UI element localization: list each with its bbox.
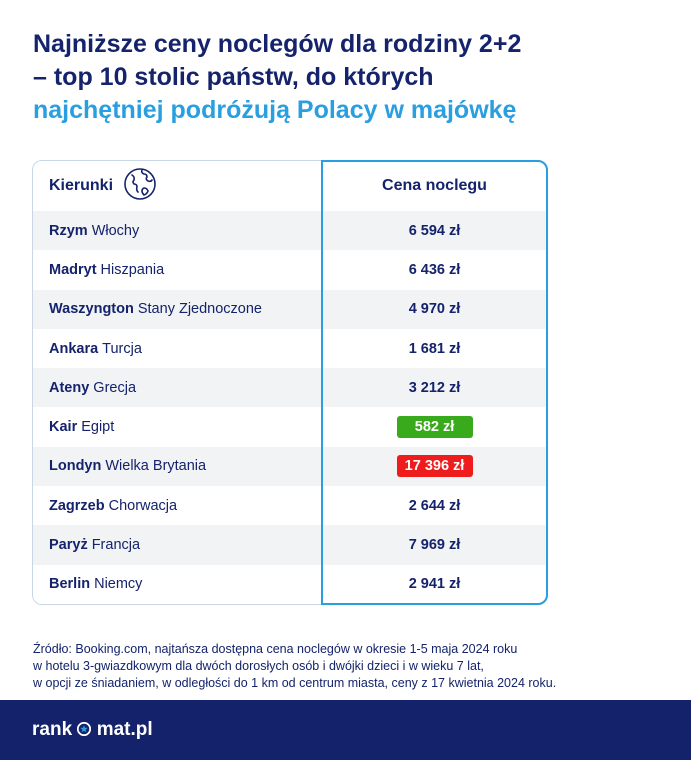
city-name: Kair [49,419,78,436]
globe-icon [123,167,157,206]
price-value: 6 436 zł [408,261,461,278]
price-cell [322,576,547,592]
price-cell [322,498,547,514]
price-cell [322,301,547,317]
destination-cell [33,341,322,357]
destination-cell [33,498,322,514]
footer-bar [0,700,691,760]
table-row [33,525,547,564]
price-value: 17 396 zł [397,455,473,477]
country-name: Turcja [102,340,142,357]
destination-cell [33,380,322,396]
destination-cell [33,223,322,239]
price-value: 6 594 zł [408,222,461,239]
table-row [33,211,547,250]
price-value: 2 644 zł [408,497,461,514]
logo-text-1: rank [32,719,73,740]
table-row [33,290,547,329]
source-line-1: Źródło: Booking.com, najtańsza dostępna cena noclegów w okresie 1-5 maja 2024 roku [33,642,518,656]
price-cell [322,380,547,396]
country-name: Francja [91,537,141,554]
page-title [33,28,673,127]
source-line-2: w hotelu 3-gwiazdkowym dla dwóch dorosłych osób i dwójki dzieci i w wieku 7 lat, [33,659,484,673]
price-cell [322,455,547,477]
price-value: 7 969 zł [408,537,461,554]
city-name: Ankara [49,340,99,357]
title-line-3: najchętniej podróżują Polacy w majówkę [33,96,517,124]
logo-star-icon [72,719,97,740]
price-cell [322,262,547,278]
country-name: Grecja [93,379,137,396]
city-name: Londyn [49,458,102,475]
header-destinations [33,167,322,206]
table-row [33,407,547,446]
source-line-3: w opcji ze śniadaniem, w odległości do 1 km od centrum miasta, ceny z 17 kwietnia 2024 roku. [33,676,557,690]
city-name: Zagrzeb [49,497,105,514]
price-cell [322,341,547,357]
table-header [33,161,547,211]
price-cell [322,537,547,553]
logo-text-2: mat.pl [96,719,153,740]
country-name: Chorwacja [108,497,178,514]
rankomat-logo[interactable] [32,719,153,741]
city-name: Madryt [49,261,97,278]
destination-cell [33,419,322,435]
source-note [33,641,673,692]
table-row [33,486,547,525]
destination-cell [33,262,322,278]
table-row [33,250,547,289]
country-name: Wielka Brytania [105,458,207,475]
table-row [33,565,547,604]
destination-cell [33,458,322,474]
country-name: Włochy [91,222,140,239]
title-line-1: Najniższe ceny noclegów dla rodziny 2+2 [33,30,522,58]
destination-cell [33,301,322,317]
country-name: Hiszpania [100,261,165,278]
city-name: Waszyngton [49,301,134,318]
price-value: 582 zł [397,416,473,438]
destination-cell [33,537,322,553]
price-value: 2 941 zł [408,576,461,593]
table-row [33,447,547,486]
city-name: Paryż [49,537,88,554]
table-row [33,329,547,368]
header-price: Cena noclegu [382,177,487,194]
city-name: Berlin [49,576,91,593]
price-table [32,160,548,605]
country-name: Stany Zjednoczone [137,301,262,318]
country-name: Niemcy [94,576,143,593]
price-value: 3 212 zł [408,379,461,396]
table-row [33,368,547,407]
header-destinations-label: Kierunki [49,177,114,194]
destination-cell [33,576,322,592]
country-name: Egipt [81,419,115,436]
price-cell [322,223,547,239]
city-name: Ateny [49,379,90,396]
price-cell [322,416,547,438]
price-value: 1 681 zł [408,340,461,357]
table-body [33,211,547,604]
title-line-2: – top 10 stolic państw, do których [33,63,434,91]
price-value: 4 970 zł [408,301,461,318]
city-name: Rzym [49,222,88,239]
